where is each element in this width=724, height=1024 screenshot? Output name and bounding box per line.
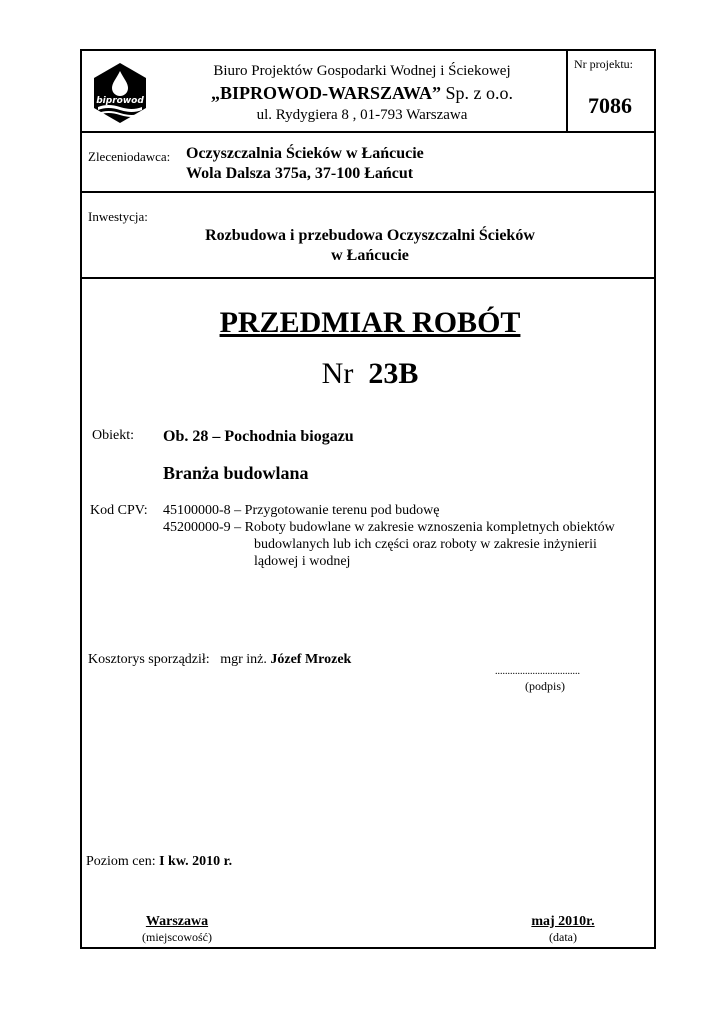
signature-line: ..................................	[495, 666, 580, 677]
object-label: Obiekt:	[92, 428, 134, 443]
project-no-label: Nr projektu:	[574, 57, 633, 71]
company-name-line	[162, 83, 562, 104]
document-number	[82, 357, 658, 391]
biprowod-logo	[88, 61, 152, 125]
place: Warszawa	[145, 914, 209, 929]
document-frame	[80, 49, 656, 949]
cpv-label: Kod CPV:	[90, 503, 148, 518]
company-suffix: Sp. z o.o.	[441, 83, 514, 103]
company-address: ul. Rydygiera 8 , 01-793 Warszawa	[256, 107, 468, 123]
price-level	[86, 854, 232, 870]
object-branch: Branża budowlana	[163, 463, 309, 483]
project-no: 7086	[588, 93, 632, 118]
divider-2	[82, 191, 654, 193]
price-level-value: I kw. 2010 r.	[159, 854, 233, 869]
divider-1	[82, 131, 654, 133]
signature-label: (podpis)	[525, 679, 565, 693]
cpv-line2: 45200000-9 – Roboty budowlane w zakresie wznoszenia kompletnych obiektów	[163, 520, 615, 535]
date-label: (data)	[549, 930, 577, 944]
author-name: Józef Mrozek	[270, 652, 352, 667]
place-label: (miejscowość)	[142, 930, 212, 944]
investment-line2: w Łańcucie	[331, 247, 409, 264]
cpv-line4: lądowej i wodnej	[254, 554, 351, 569]
author-line	[88, 652, 351, 668]
investment-label: Inwestycja:	[88, 209, 148, 224]
cpv-line3: budowlanych lub ich części oraz roboty w zakresie inżynierii	[254, 537, 597, 552]
client-name: Oczyszczalnia Ścieków w Łańcucie	[186, 145, 424, 162]
client-label: Zleceniodawca:	[88, 149, 171, 164]
company-name: „BIPROWOD-WARSZAWA”	[210, 83, 442, 103]
number-label: Nr	[321, 357, 354, 390]
svg-text:biprowod: biprowod	[96, 96, 144, 106]
client-address: Wola Dalsza 375a, 37-100 Łańcut	[186, 165, 414, 182]
cpv-line1: 45100000-8 – Przygotowanie terenu pod budowę	[163, 503, 440, 518]
price-level-label: Poziom cen:	[86, 854, 156, 869]
object-name: Ob. 28 – Pochodnia biogazu	[163, 428, 354, 445]
divider-3	[82, 277, 654, 279]
author-label: Kosztorys sporządził:	[88, 652, 210, 667]
author-title: mgr inż.	[220, 652, 267, 667]
date: maj 2010r.	[531, 914, 595, 929]
number-value: 23B	[368, 357, 419, 390]
investment-line1: Rozbudowa i przebudowa Oczyszczalni Ścieków	[205, 227, 535, 244]
header-divider	[566, 51, 568, 131]
document-title: PRZEDMIAR ROBÓT	[219, 306, 521, 339]
company-line1: Biuro Projektów Gospodarki Wodnej i Ściekowej	[213, 63, 511, 79]
